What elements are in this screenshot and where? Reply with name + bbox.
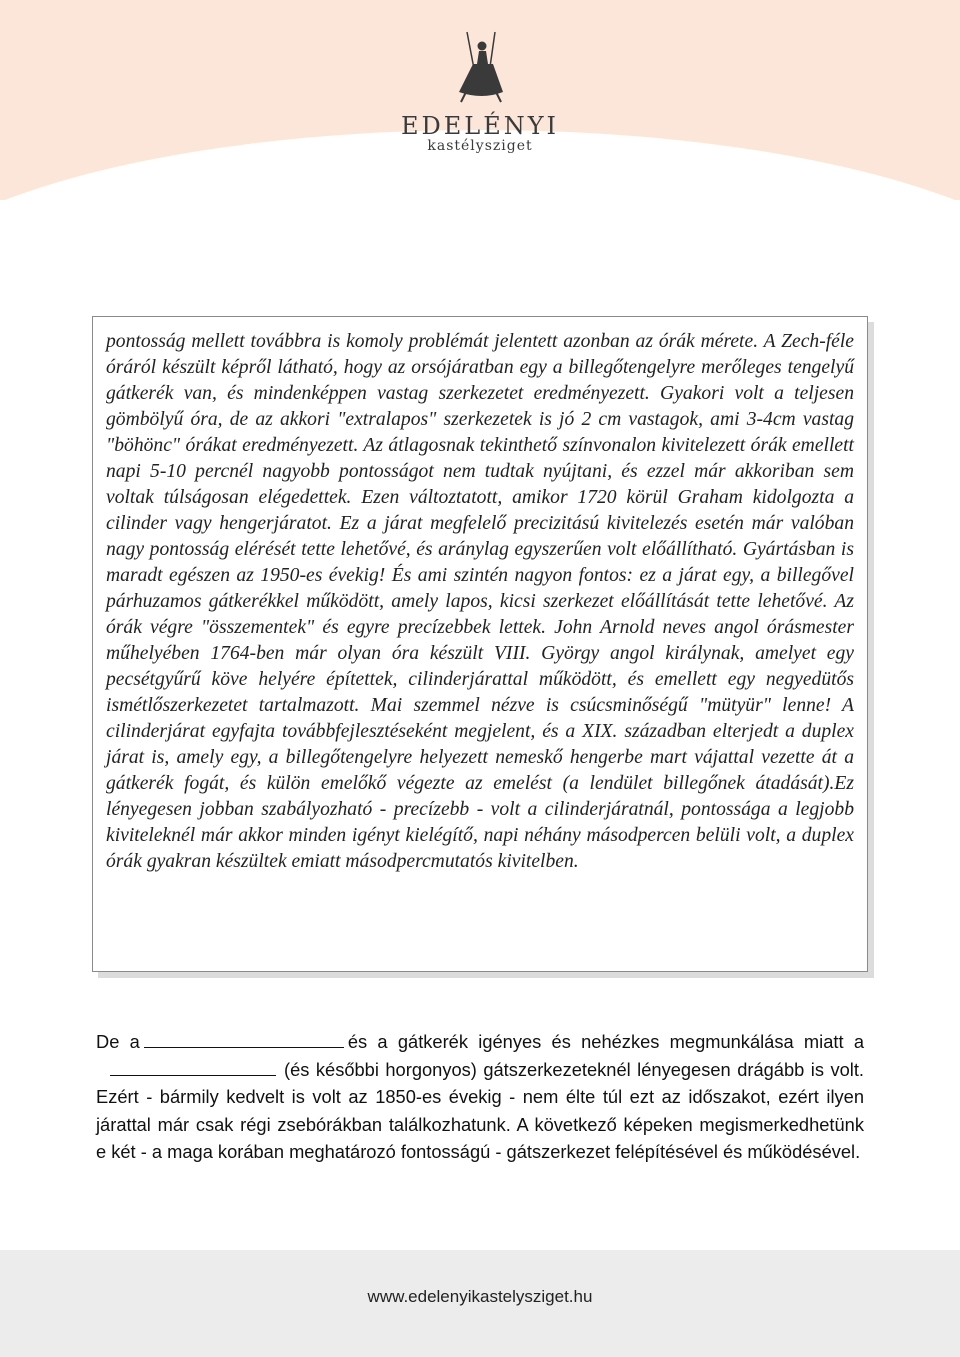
- fill-in-paragraph: [96, 1028, 864, 1166]
- blank-1[interactable]: [144, 1030, 344, 1048]
- fill-text-3: (és későbbi horgonyos) gátszerkezeteknél lényegesen drágább is volt. Ezért - bármily kedvelt is volt az 1850-es évekig - nem élte túl ezt az időszakot, ezért ilyen járattal már csak régi zsebórákban találkozhatunk. A következő képeken megismerkedhetünk e két - a maga korában meghatározó fontosságú - gátszerkezet felépítésével és működésével.: [96, 1058, 864, 1162]
- fill-in-text: [96, 1028, 864, 1166]
- quote-paragraph: pontosság mellett továbbra is komoly problémát jelentett azonban az órák mérete. A Zech-féle óráról készült képről látható, hogy az orsójáratban egy a billegőtengelyre merőleges tengelyű gátkerék van, és mindenképpen vastag szerkezetet eredményezett. Gyakori volt a teljesen gömbölyű óra, de az akkori "extralapos" szerkezetek is jó 2 cm vastagok, ami 3-4cm vastag "böhönc" órákat eredményezett. Az átlagosnak tekinthető színvonalon kivitelezett órák emellett napi 5-10 percnél nagyobb pontosságot nem tudtak nyújtani, és ezzel már akkoriban sem voltak túlságosan elégedettek. Ezen változtatott, amikor 1720 körül Graham kidolgozta a cilinder vagy hengerjáratot. Ez a járat megfelelő precizitású kivitelezés esetén már valóban nagy pontosság elérését tette lehetővé, és aránylag egyszerűen volt előállítható. Gyártásban is maradt egészen az 1950-es évekig! És ami szintén nagyon fontos: ez a járat egy, a billegővel párhuzamos gátkerékkel működött, amely lapos, kicsi szerkezet előállítását tette lehetővé. Az órák végre "összementek" és egyre precízebbek lettek. John Arnold neves angol órásmester műhelyében 1764-ben már olyan óra készült VIII. György angol királynak, amelyet egy pecsétgyűrű köve helyére építettek, cilinderjárattal működött, és emellett egy negyedütős ismétlőszerkezetet tartalmazott. Mai szemmel nézve is csúcsminőségű "mütyür" lenne! A cilinderjárat egyfajta továbbfejlesztéseként megjelent, és a XIX. században elterjedt a duplex járat is, amely egy, a billegőtengelyre helyezett nemeskő hengerbe mart vájattal vezette át a gátkerék fogát, és külön emelőkő végezte az emelést (a lendület billegőnek átadását).Ez lényegesen jobban szabályozható - precízebb - volt a cilinderjáratnál, pontossága a legjobb kiviteleknél már akkor minden igényt kielégítő, napi néhány másodpercen belüli volt, a duplex órák gyakran készültek emiatt másodpercmutatós kivitelben.: [106, 331, 854, 872]
- fill-text-1: De a: [96, 1031, 140, 1052]
- footer-url: www.edelenyikastelysziget.hu: [367, 1287, 593, 1306]
- quote-box: [92, 316, 868, 972]
- fill-text-2: és a gátkerék igényes és nehézkes megmunkálása miatt a: [347, 1031, 864, 1052]
- blank-2[interactable]: [110, 1058, 276, 1076]
- logo-name: EDELÉNYI: [400, 112, 560, 140]
- logo-subtitle: kastélysziget: [427, 138, 533, 154]
- logo: [360, 30, 600, 160]
- swinging-lady-icon: [445, 30, 515, 110]
